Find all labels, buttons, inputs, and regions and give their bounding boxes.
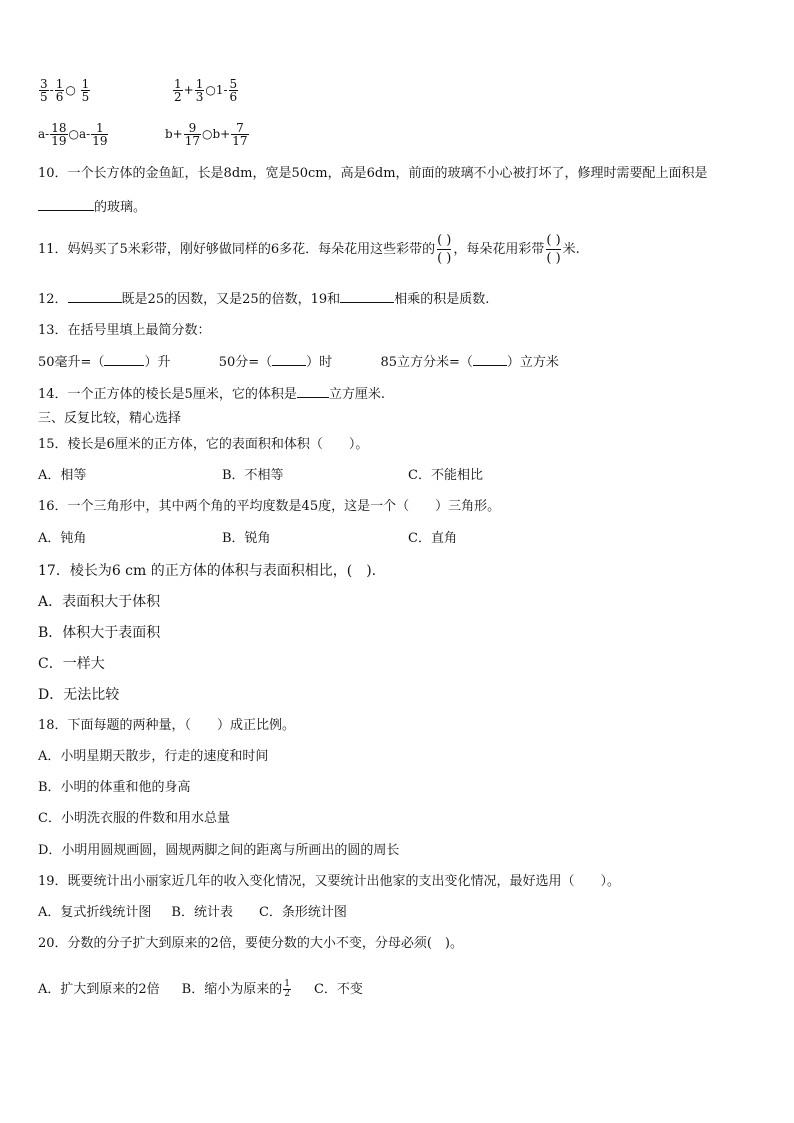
option-d[interactable]: D．小明用圆规画圆，圆规两脚之间的距离与所画出的圆的周长 [38,843,400,858]
answer-blank[interactable] [272,353,306,366]
answer-fraction[interactable]: ( ) ( ) [546,233,561,266]
fraction: $\frac{1}{2}$ [174,77,182,104]
question-20-options [38,980,363,999]
option-c[interactable]: C．条形统计图 [258,905,347,920]
question-13-title: 13．在括号里填上最简分数： [38,323,211,338]
answer-blank[interactable] [473,353,507,366]
compare-expr-1: $\frac{3}{5}$ - $\frac{1}{6}$ ○ $\frac{1}{5}$ [40,77,90,104]
option-b[interactable]: B．缩小为原来的 $\frac{1}{2}$ [181,979,290,999]
option-a[interactable]: A．表面积大于体积 [38,594,161,610]
question-13-items: 50毫升=（ ）升 50分=（ ）时 85立方分米=（ ）立方米 [38,355,559,370]
question-10-continued: 的玻璃。 [38,198,146,217]
question-19-options [38,904,347,922]
question-16: 16．一个三角形中，其中两个角的平均度数是45度，这是一个（ ）三角形。 [38,499,501,514]
fraction: $\frac{1}{5}$ [81,77,90,104]
option-b[interactable]: B．统计表 [171,905,233,920]
option-b[interactable]: B．体积大于表面积 [38,625,161,641]
section-heading: 三、反复比较，精心选择 [38,411,182,426]
option-a[interactable]: A．钝角 [38,531,87,546]
fraction: $\frac{5}{6}$ [229,77,238,104]
question-16-options [38,530,457,548]
option-a[interactable]: A．小明星期天散步，行走的速度和时间 [38,749,269,764]
question-12: 12． 既是25的因数，又是25的倍数，19和 相乘的积是质数. [38,292,490,307]
option-a[interactable]: A．相等 [38,468,87,483]
option-b[interactable]: B．不相等 [222,468,284,483]
question-19: 19．既要统计出小丽家近几年的收入变化情况，又要统计出他家的支出变化情况，最好选用（ ）。 [38,874,621,889]
option-c[interactable]: C．不变 [313,982,363,997]
question-18: 18．下面每题的两种量，（ ）成正比例。 [38,718,296,733]
answer-blank[interactable] [38,198,94,211]
question-20: 20．分数的分子扩大到原来的2倍，要使分数的大小不变，分母必须( )。 [38,936,463,951]
fraction: $\frac{7}{17}$ [232,121,248,148]
question-10: 10．一个长方体的金鱼缸，长是8dm，宽是50cm，高是6dm，前面的玻璃不小心被打坏了，修理时需要配上面积是 [38,166,708,181]
compare-expr-4: b+ $\frac{9}{17}$ ○b+ $\frac{7}{17}$ [165,121,248,148]
answer-blank[interactable] [340,290,394,303]
question-15-options [38,467,483,485]
fraction: $\frac{1}{2}$ [284,979,290,999]
fraction: $\frac{3}{5}$ [40,77,48,104]
option-c[interactable]: C．小明洗衣服的件数和用水总量 [38,811,230,826]
option-a[interactable]: A．复式折线统计图 [38,905,152,920]
option-d[interactable]: D．无法比较 [38,687,120,703]
question-15: 15．棱长是6厘米的正方体，它的表面积和体积（ ）。 [38,437,369,452]
answer-blank[interactable] [68,290,122,303]
option-a[interactable]: A．扩大到原来的2倍 [38,982,160,997]
question-14: 14．一个正方体的棱长是5厘米，它的体积是 立方厘米. [38,387,385,402]
question-11: 11．妈妈买了5米彩带，刚好够做同样的6多花．每朵花用这些彩带的 ( ) ( ) ，每朵花用彩带 ( ) ( ) 米. [38,233,580,266]
answer-blank[interactable] [104,353,144,366]
fraction: $\frac{1}{19}$ [92,121,108,148]
option-c[interactable]: C．一样大 [38,656,105,672]
option-c[interactable]: C．不能相比 [408,468,483,483]
option-b[interactable]: B．锐角 [222,531,271,546]
question-17: 17．棱长为6 cm 的正方体的体积与表面积相比，( ). [38,563,377,579]
fraction: $\frac{1}{6}$ [55,77,64,104]
option-c[interactable]: C．直角 [408,531,457,546]
answer-fraction[interactable]: ( ) ( ) [437,233,452,266]
compare-expr-3: a- $\frac{18}{19}$ ○a- $\frac{1}{19}$ [38,121,108,148]
answer-blank[interactable] [297,385,329,398]
fraction: $\frac{1}{3}$ [195,77,204,104]
option-b[interactable]: B．小明的体重和他的身高 [38,780,191,795]
compare-expr-2: $\frac{1}{2}$ + $\frac{1}{3}$ ○1- $\frac{5}{6}$ [174,77,238,104]
fraction: $\frac{9}{17}$ [184,121,201,148]
fraction: $\frac{18}{19}$ [51,121,67,148]
